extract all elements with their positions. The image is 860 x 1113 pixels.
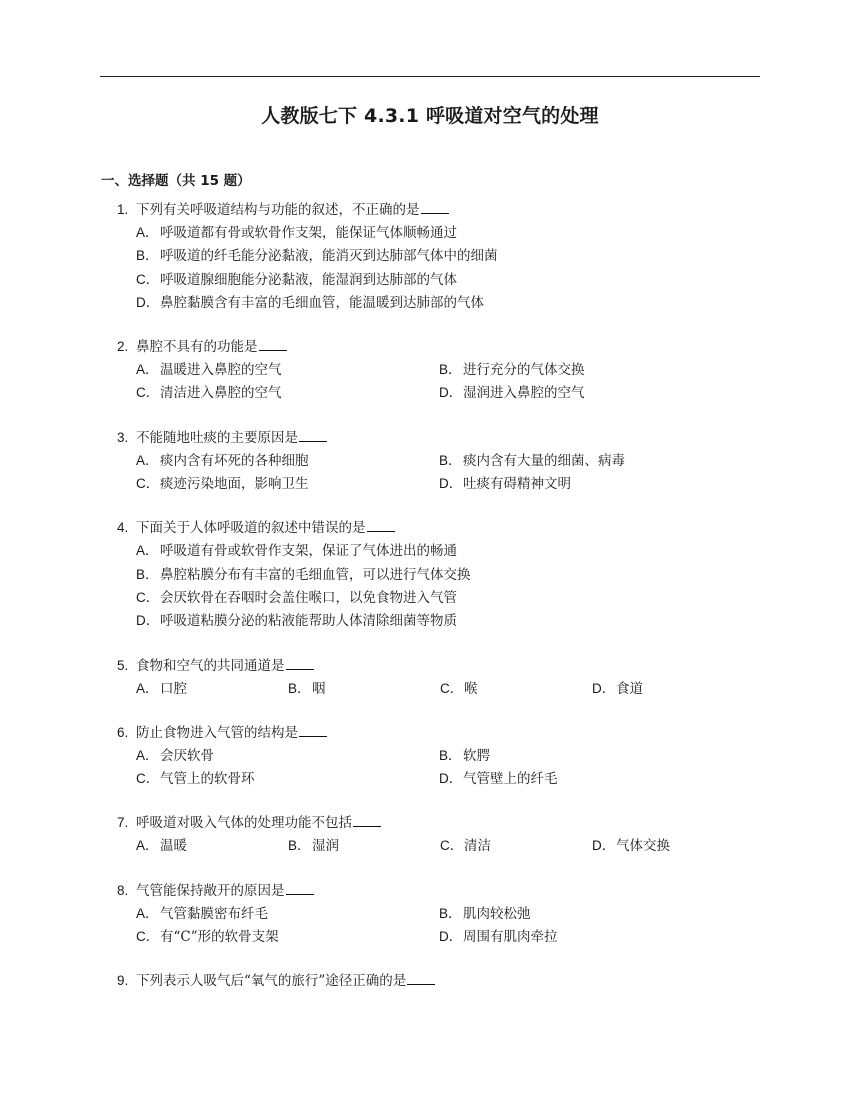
page-title: 人教版七下 4.3.1 呼吸道对空气的处理 xyxy=(261,105,599,127)
option-text: 温暖 xyxy=(160,838,187,855)
option-letter: A． xyxy=(136,680,159,696)
option-text: 湿润进入鼻腔的空气 xyxy=(463,385,585,402)
option-row xyxy=(136,563,757,586)
option-b xyxy=(439,358,742,381)
answer-blank xyxy=(299,725,327,737)
question-3 xyxy=(117,426,757,496)
question-number: 9. xyxy=(117,973,129,989)
section-heading: 一、选择题（共 15 题） xyxy=(101,173,251,189)
answer-blank xyxy=(286,883,314,895)
option-letter: C． xyxy=(440,838,464,854)
option-text: 呼吸道腺细胞能分泌黏液，能湿润到达肺部的气体 xyxy=(160,271,457,288)
question-stem xyxy=(117,721,757,744)
option-text: 周围有肌肉牵拉 xyxy=(463,929,558,946)
option-text: 口腔 xyxy=(160,680,187,697)
option-list xyxy=(117,677,757,700)
option-letter: D． xyxy=(136,294,160,310)
option-letter: A． xyxy=(136,362,159,378)
option-letter: B． xyxy=(288,838,311,854)
option-row xyxy=(136,291,757,314)
option-text: 有“C”形的软骨支架 xyxy=(160,929,279,946)
option-list xyxy=(117,221,757,314)
option-text: 软腭 xyxy=(463,747,490,764)
option-d xyxy=(136,609,756,632)
option-letter: A． xyxy=(136,225,159,240)
option-letter: D． xyxy=(439,771,463,787)
question-6 xyxy=(117,721,757,791)
option-letter: D． xyxy=(439,385,463,401)
option-b xyxy=(288,834,440,857)
option-letter: B． xyxy=(136,248,159,264)
option-row xyxy=(136,834,757,857)
question-text: 下列有关呼吸道结构与功能的叙述，不正确的是 xyxy=(136,202,420,218)
option-b xyxy=(439,902,742,925)
question-stem xyxy=(117,969,757,992)
option-a xyxy=(136,358,439,381)
question-4 xyxy=(117,516,757,632)
option-row xyxy=(136,472,757,495)
option-letter: C． xyxy=(136,271,160,287)
question-text: 下面关于人体呼吸道的叙述中错误的是 xyxy=(136,520,366,537)
question-text: 防止食物进入气管的结构是 xyxy=(136,724,298,741)
option-b xyxy=(136,244,756,267)
answer-blank xyxy=(353,815,381,827)
question-2 xyxy=(117,335,757,405)
question-number: 3. xyxy=(117,429,129,445)
option-row xyxy=(136,221,757,244)
option-d xyxy=(439,381,742,404)
option-c xyxy=(136,586,756,609)
option-row xyxy=(136,902,757,925)
option-text: 气管壁上的纤毛 xyxy=(463,771,558,788)
option-a xyxy=(136,834,288,857)
option-row xyxy=(136,268,757,291)
answer-blank xyxy=(299,430,327,442)
option-letter: C． xyxy=(136,385,160,401)
question-list xyxy=(117,198,757,1013)
option-letter: A． xyxy=(136,543,159,559)
question-stem xyxy=(117,879,757,902)
option-d xyxy=(439,767,742,790)
option-text: 温暖进入鼻腔的空气 xyxy=(160,362,282,379)
option-b xyxy=(288,677,440,700)
option-text: 湿润 xyxy=(312,838,339,855)
question-number: 1. xyxy=(117,202,129,217)
option-text: 痰内含有坏死的各种细胞 xyxy=(160,452,309,469)
option-d xyxy=(439,925,742,948)
option-text: 清洁 xyxy=(464,838,491,855)
question-9 xyxy=(117,969,757,992)
option-row xyxy=(136,609,757,632)
option-a xyxy=(136,449,439,472)
option-a xyxy=(136,539,756,562)
option-letter: A． xyxy=(136,838,159,854)
option-list xyxy=(117,744,757,791)
option-text: 鼻腔粘膜分布有丰富的毛细血管，可以进行气体交换 xyxy=(160,566,471,583)
option-letter: D． xyxy=(439,929,463,945)
header-rule xyxy=(100,76,760,77)
option-text: 痰迹污染地面，影响卫生 xyxy=(160,476,309,493)
option-text: 食道 xyxy=(616,680,643,697)
option-letter: B． xyxy=(136,566,159,582)
question-text: 食物和空气的共同通道是 xyxy=(136,657,285,674)
option-text: 会厌软骨在吞咽时会盖住喉口，以免食物进入气管 xyxy=(160,589,457,606)
option-d xyxy=(136,291,756,314)
option-text: 呼吸道有骨或软骨作支架，保证了气体进出的畅通 xyxy=(160,543,457,560)
option-text: 喉 xyxy=(464,680,478,697)
option-text: 吐痰有碍精神文明 xyxy=(463,476,571,493)
question-text: 鼻腔不具有的功能是 xyxy=(136,339,258,356)
question-text: 气管能保持敞开的原因是 xyxy=(136,882,285,899)
option-letter: C． xyxy=(136,771,160,787)
question-number: 6. xyxy=(117,724,129,740)
option-a xyxy=(136,744,439,767)
option-letter: D． xyxy=(592,680,616,696)
option-row xyxy=(136,767,757,790)
option-row xyxy=(136,586,757,609)
option-c xyxy=(440,677,592,700)
question-stem xyxy=(117,654,757,677)
question-7 xyxy=(117,811,757,857)
option-b xyxy=(439,449,742,472)
option-b xyxy=(439,744,742,767)
option-letter: A． xyxy=(136,452,159,468)
question-1 xyxy=(117,198,757,314)
option-text: 呼吸道都有骨或软骨作支架，能保证气体顺畅通过 xyxy=(160,225,457,241)
option-text: 进行充分的气体交换 xyxy=(463,362,585,379)
option-row xyxy=(136,381,757,404)
option-c xyxy=(136,472,439,495)
option-letter: C． xyxy=(440,680,464,696)
question-number: 8. xyxy=(117,882,129,898)
option-row xyxy=(136,358,757,381)
question-stem xyxy=(117,811,757,834)
option-text: 气管上的软骨环 xyxy=(160,771,255,788)
option-letter: D． xyxy=(136,613,160,629)
option-row xyxy=(136,244,757,267)
option-a xyxy=(136,902,439,925)
option-row xyxy=(136,925,757,948)
answer-blank xyxy=(286,658,314,670)
option-letter: B． xyxy=(439,362,462,378)
option-letter: B． xyxy=(439,747,462,763)
option-letter: D． xyxy=(592,838,616,854)
question-text: 呼吸道对吸入气体的处理功能不包括 xyxy=(136,815,352,832)
option-text: 清洁进入鼻腔的空气 xyxy=(160,385,282,402)
option-letter: B． xyxy=(439,905,462,921)
option-text: 会厌软骨 xyxy=(160,747,214,764)
answer-blank xyxy=(367,520,395,532)
option-row xyxy=(136,677,757,700)
option-list xyxy=(117,358,757,405)
option-letter: C． xyxy=(136,589,160,605)
option-text: 气体交换 xyxy=(616,838,670,855)
question-5 xyxy=(117,654,757,700)
question-number: 2. xyxy=(117,339,129,355)
option-text: 呼吸道的纤毛能分泌黏液，能消灭到达肺部气体中的细菌 xyxy=(160,248,498,265)
question-stem xyxy=(117,335,757,358)
option-row xyxy=(136,744,757,767)
option-letter: C． xyxy=(136,476,160,492)
option-list xyxy=(117,449,757,496)
answer-blank xyxy=(421,202,449,214)
option-d xyxy=(439,472,742,495)
option-text: 气管黏膜密布纤毛 xyxy=(160,905,268,922)
option-list xyxy=(117,834,757,857)
option-text: 肌肉较松弛 xyxy=(463,905,531,922)
answer-blank xyxy=(407,973,435,985)
option-list xyxy=(117,902,757,949)
question-8 xyxy=(117,879,757,949)
question-text: 不能随地吐痰的主要原因是 xyxy=(136,429,298,446)
option-letter: A． xyxy=(136,747,159,763)
option-text: 痰内含有大量的细菌、病毒 xyxy=(463,452,625,469)
question-number: 7. xyxy=(117,815,129,831)
option-a xyxy=(136,221,756,244)
option-d xyxy=(592,834,744,857)
question-stem xyxy=(117,198,757,221)
option-a xyxy=(136,677,288,700)
option-text: 呼吸道粘膜分泌的粘液能帮助人体清除细菌等物质 xyxy=(160,613,457,630)
option-row xyxy=(136,449,757,472)
option-c xyxy=(136,925,439,948)
answer-blank xyxy=(259,339,287,351)
question-text: 下列表示人吸气后“氧气的旅行”途径正确的是 xyxy=(136,973,407,990)
option-text: 咽 xyxy=(312,680,326,697)
option-d xyxy=(592,677,744,700)
option-row xyxy=(136,539,757,562)
option-c xyxy=(136,767,439,790)
option-c xyxy=(440,834,592,857)
option-b xyxy=(136,563,756,586)
option-c xyxy=(136,268,756,291)
option-c xyxy=(136,381,439,404)
option-text: 鼻腔黏膜含有丰富的毛细血管，能温暖到达肺部的气体 xyxy=(160,294,484,311)
option-letter: D． xyxy=(439,476,463,492)
option-letter: B． xyxy=(439,452,462,468)
question-stem xyxy=(117,426,757,449)
option-letter: A． xyxy=(136,905,159,921)
question-stem xyxy=(117,516,757,539)
option-letter: B． xyxy=(288,680,311,696)
option-list xyxy=(117,539,757,632)
question-number: 5. xyxy=(117,657,129,673)
question-number: 4. xyxy=(117,520,129,536)
option-letter: C． xyxy=(136,929,160,945)
